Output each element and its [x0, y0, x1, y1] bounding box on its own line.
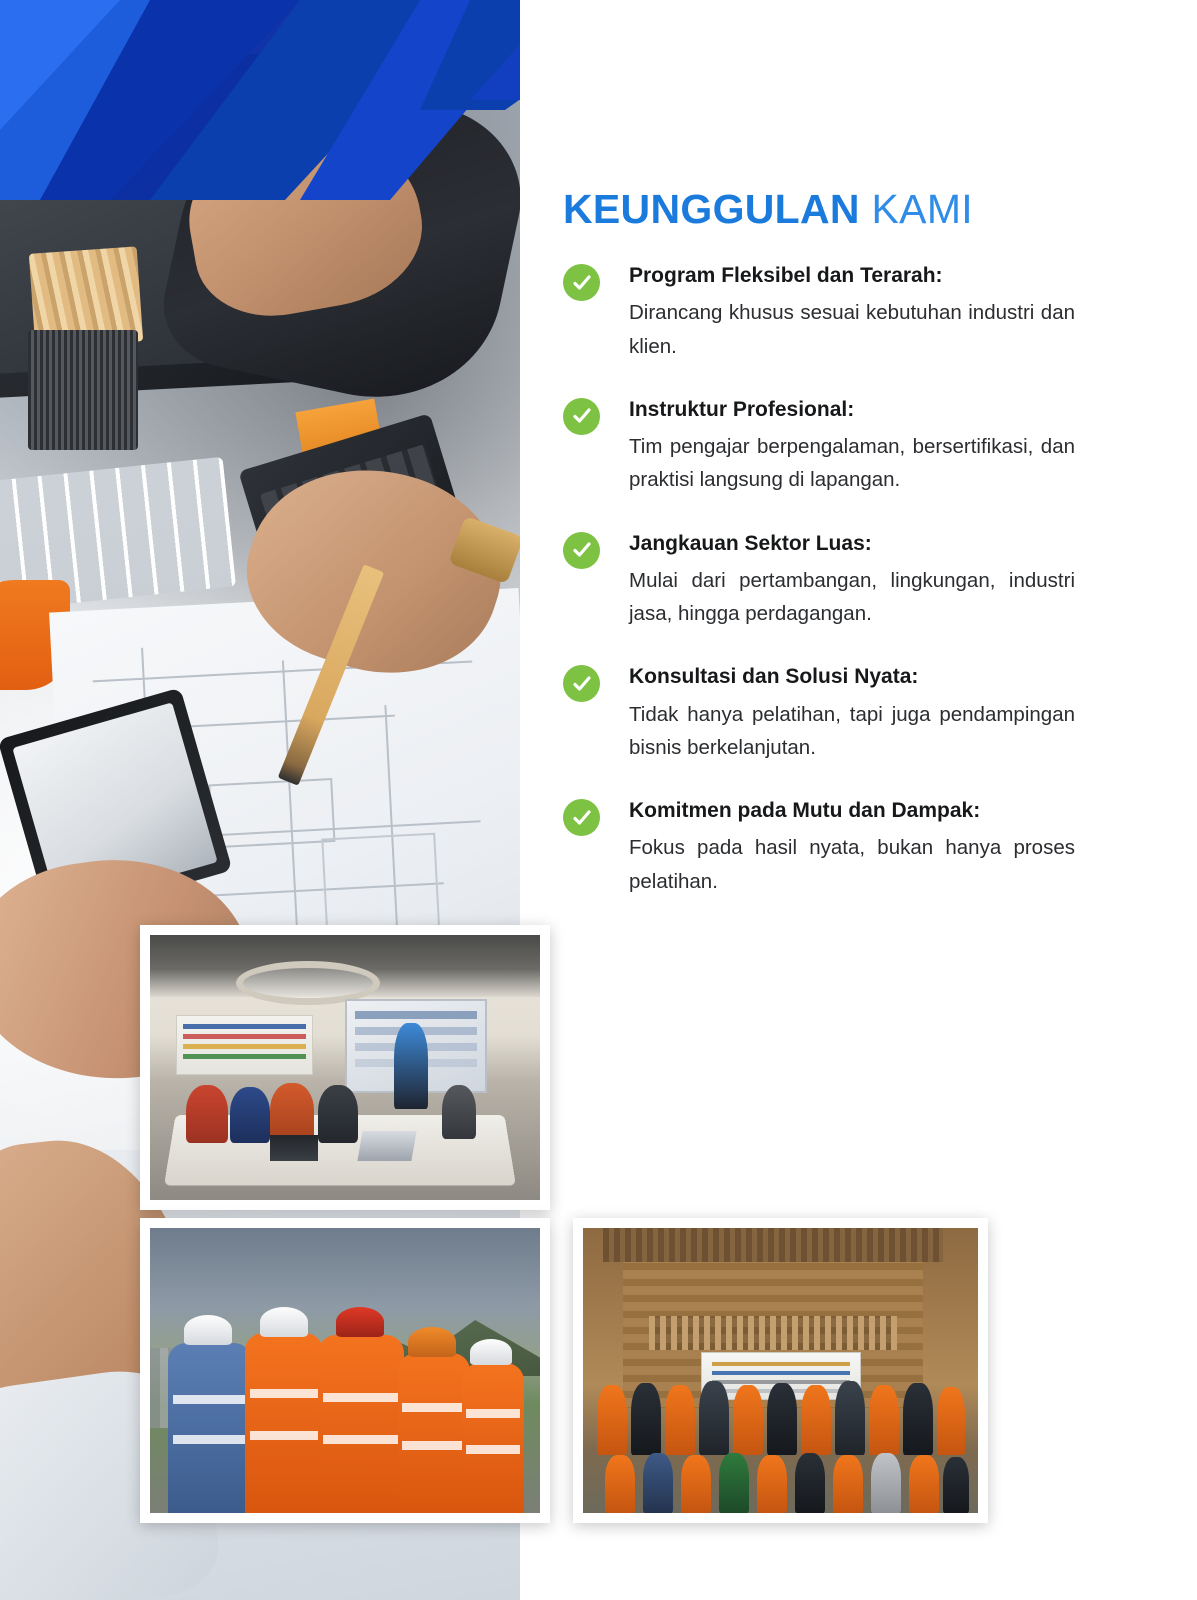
safety-helmet-white [184, 1315, 232, 1345]
photo-inner [150, 935, 540, 1200]
roof-shape [603, 1228, 943, 1262]
page-title [563, 186, 973, 233]
participant-shape [230, 1087, 270, 1143]
event-banner-shape [176, 1015, 313, 1075]
feature-description: Fokus pada hasil nyata, bukan hanya proses pelatihan. [629, 836, 1075, 893]
check-circle-icon [563, 665, 600, 702]
feature-description: Tim pengajar berpengalaman, bersertifikasi, dan praktisi langsung di lapangan. [629, 435, 1075, 492]
check-circle-icon [563, 799, 600, 836]
laptop-shape [357, 1131, 416, 1161]
feature-description: Dirancang khusus sesuai kebutuhan industri dan klien. [629, 301, 1075, 358]
list-item [563, 262, 1075, 363]
safety-helmet-orange [408, 1327, 456, 1357]
presenter-shape [394, 1023, 428, 1109]
feature-description: Mulai dari pertambangan, lingkungan, industri jasa, hingga perdagangan. [629, 568, 1075, 626]
list-item [563, 663, 1075, 764]
balcony-railing-shape [649, 1316, 897, 1350]
check-circle-icon [563, 398, 600, 435]
list-item [563, 530, 1075, 631]
page-title-bold: KEUNGGULAN [563, 186, 860, 232]
group-front-row [591, 1451, 970, 1513]
safety-helmet-white [260, 1307, 308, 1337]
safety-helmet-red [336, 1307, 384, 1337]
list-item [563, 797, 1075, 898]
photo-inner [583, 1228, 978, 1513]
feature-title: Konsultasi dan Solusi Nyata: [629, 665, 919, 689]
feature-list [563, 262, 1075, 931]
safety-helmet-white [470, 1339, 512, 1365]
feature-title: Program Fleksibel dan Terarah: [629, 264, 943, 287]
pencil-cup-shape [28, 330, 138, 450]
photo-inner [150, 1228, 540, 1513]
feature-title: Instruktur Profesional: [629, 397, 855, 421]
list-item [563, 396, 1075, 497]
group-photo-wooden-building [573, 1218, 988, 1523]
participant-shape [186, 1085, 228, 1143]
worker-shape [168, 1343, 252, 1513]
participant-shape [442, 1085, 476, 1139]
check-circle-icon [563, 532, 600, 569]
page-title-light: KAMI [871, 186, 973, 232]
worker-shape [318, 1335, 404, 1513]
worker-shape [398, 1353, 470, 1513]
feature-description: Tidak hanya pelatihan, tapi juga pendampingan bisnis berkelanjutan. [629, 702, 1075, 759]
training-meeting-room-photo [140, 925, 550, 1210]
worker-shape [245, 1333, 323, 1513]
check-circle-icon [563, 264, 600, 301]
worker-shape [462, 1363, 524, 1513]
feature-title: Komitmen pada Mutu dan Dampak: [629, 799, 981, 822]
participant-shape [318, 1085, 358, 1143]
laptop-shape [270, 1135, 318, 1161]
field-workers-safety-helmets-photo [140, 1218, 550, 1523]
group-back-row [591, 1383, 970, 1455]
feature-title: Jangkauan Sektor Luas: [629, 531, 872, 555]
participant-shape [270, 1083, 314, 1143]
